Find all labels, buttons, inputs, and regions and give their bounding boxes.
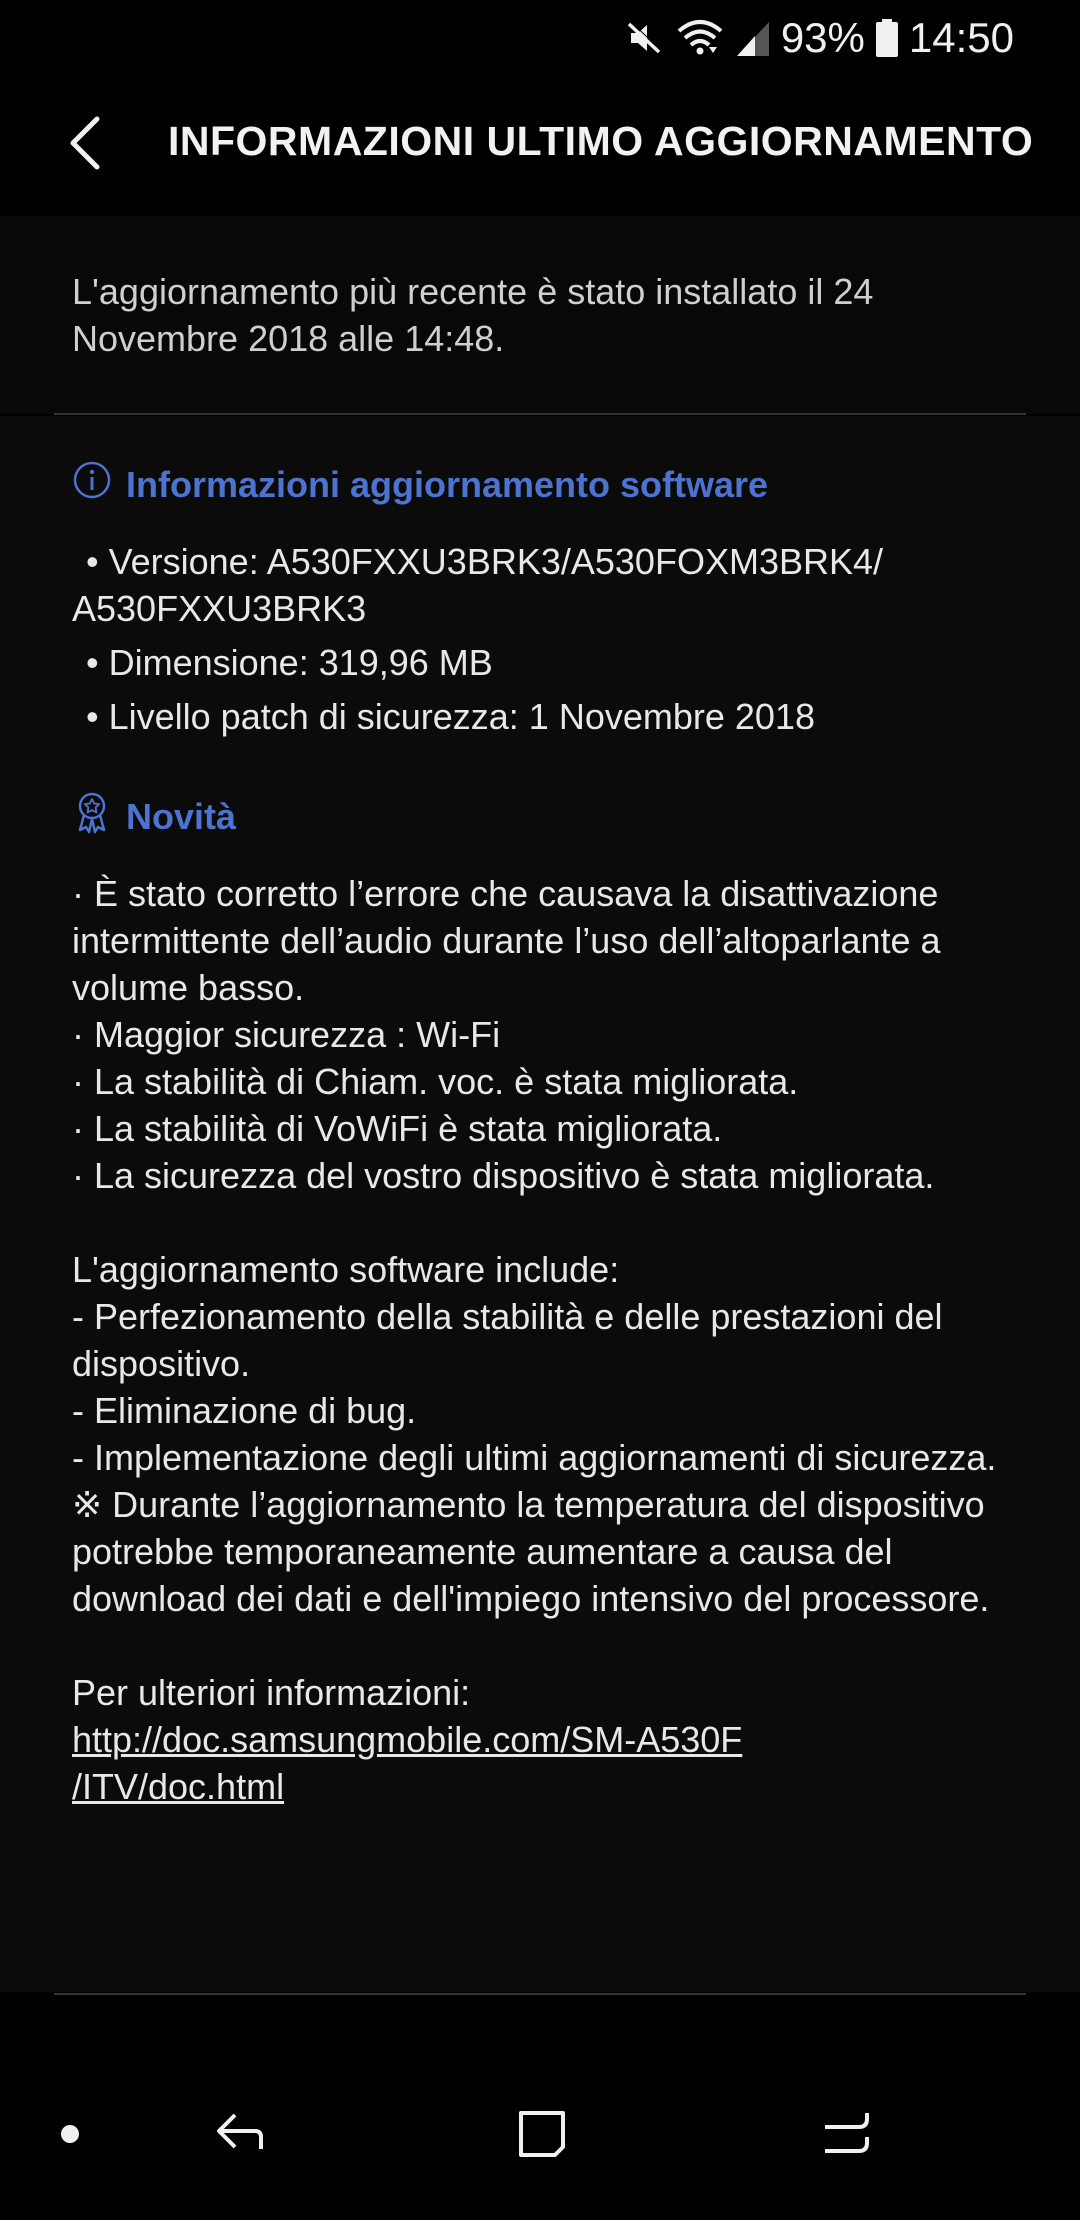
novita-title: Novità: [126, 795, 237, 837]
link-line-2[interactable]: /ITV/doc.html: [72, 1766, 285, 1807]
navigation-bar: [0, 2046, 1080, 2220]
page-title: INFORMAZIONI ULTIMO AGGIORNAMENTO: [168, 118, 1034, 164]
app-bar: [0, 74, 1080, 216]
clock: 14:50: [908, 14, 1014, 61]
list-item: · La stabilità di VoWiFi è stata migliorata.: [72, 1108, 723, 1149]
nav-back-button[interactable]: [200, 2096, 280, 2176]
list-item: [72, 538, 1026, 632]
list-item: · È stato corretto l’errore che causava la disattivazione intermittente dell’audio durante l’uso dell’altoparlante a volume basso.: [72, 873, 941, 1008]
installed-text: L'aggiornamento più recente è stato installato il 24 Novembre 2018 alle 14:48.: [72, 271, 874, 359]
recents-icon: [819, 2107, 873, 2166]
back-button[interactable]: [50, 110, 120, 180]
spacer: [72, 1622, 1032, 1669]
includes-header: L'aggiornamento software include:: [72, 1249, 620, 1290]
software-info-header: [72, 460, 768, 509]
award-badge-icon: [72, 790, 112, 843]
update-details: [0, 416, 1080, 1992]
list-item: - Eliminazione di bug.: [72, 1390, 417, 1431]
wifi-icon: [675, 17, 725, 59]
nav-dot-button[interactable]: [30, 2096, 110, 2176]
battery-icon: [875, 18, 899, 58]
list-item: • Livello patch di sicurezza: 1 Novembre 2018: [86, 696, 815, 737]
installed-info: [0, 216, 1080, 414]
mute-icon: [625, 18, 665, 58]
status-icons: [625, 12, 1014, 64]
list-item: - Implementazione degli ultimi aggiornamenti di sicurezza.: [72, 1437, 997, 1478]
list-item: - Perfezionamento della stabilità e delle prestazioni del dispositivo.: [72, 1296, 943, 1384]
divider: [54, 413, 1026, 415]
version-line-2: A530FXXU3BRK3: [72, 588, 367, 629]
back-arrow-icon: [65, 115, 105, 176]
list-item: • Dimensione: 319,96 MB: [86, 642, 493, 683]
list-item: · La stabilità di Chiam. voc. è stata migliorata.: [72, 1061, 799, 1102]
status-bar: [0, 0, 1080, 74]
list-item: · Maggior sicurezza : Wi-Fi: [72, 1014, 501, 1055]
spacer: [72, 1199, 1032, 1246]
battery-percent: 93%: [780, 14, 865, 61]
dot-icon: [58, 2122, 82, 2151]
list-item: ※ Durante l’aggiornamento la temperatura del dispositivo potrebbe temporaneamente aumentare a causa del download dei dati e dell'impiego intensivo del processore.: [72, 1484, 990, 1619]
novita-header: [72, 790, 236, 843]
nav-back-icon: [213, 2107, 267, 2166]
info-icon: [72, 460, 112, 509]
home-square-icon: [515, 2107, 569, 2166]
version-line-1: • Versione: A530FXXU3BRK3/A530FOXM3BRK4/: [86, 541, 884, 582]
nav-recents-button[interactable]: [806, 2096, 886, 2176]
divider: [54, 1993, 1026, 1995]
list-item: · La sicurezza del vostro dispositivo è stata migliorata.: [72, 1155, 935, 1196]
nav-home-button[interactable]: [502, 2096, 582, 2176]
link-line-1[interactable]: http://doc.samsungmobile.com/SM-A530F: [72, 1719, 743, 1760]
signal-icon: [735, 18, 771, 58]
more-info-link[interactable]: [72, 1716, 1032, 1810]
software-info-list: [72, 538, 1026, 747]
novita-body: [72, 870, 1032, 1810]
software-info-title: Informazioni aggiornamento software: [126, 463, 769, 505]
more-info-label: Per ulteriori informazioni:: [72, 1672, 471, 1713]
